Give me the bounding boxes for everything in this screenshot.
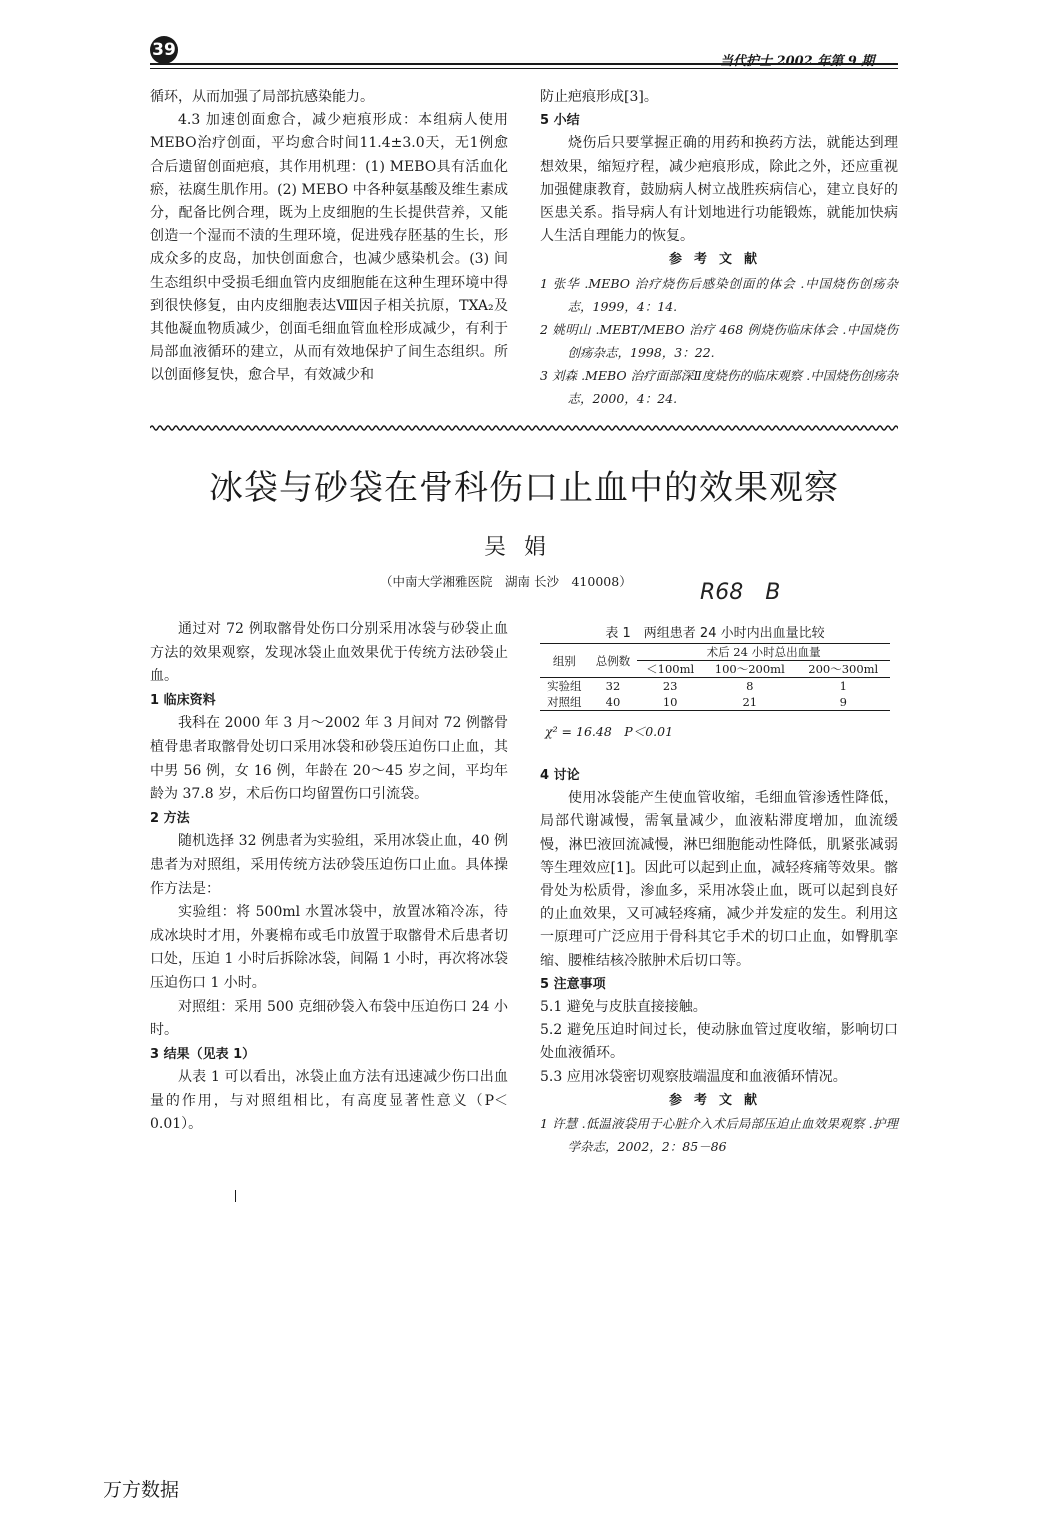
table-cell: 8 — [703, 678, 796, 695]
wanfang-watermark: 万方数据 — [103, 1479, 180, 1501]
table-subheader: ＜100ml — [646, 662, 695, 676]
section-4-heading: 4 讨论 — [540, 768, 580, 783]
header-rule-thin — [150, 68, 898, 69]
table-statistic: χ² = 16.48 P＜0.01 — [545, 724, 674, 739]
table-row — [540, 678, 890, 695]
bleeding-table — [540, 643, 890, 711]
handwritten-classification: R68 B — [700, 580, 781, 605]
article-author: 吴娟 — [483, 535, 564, 560]
section-5-3: 5.3 应用冰袋密切观察肢端温度和血液循环情况。 — [540, 1068, 847, 1085]
table-subheader: 200～300ml — [808, 662, 879, 676]
table-cell: 10 — [637, 694, 703, 711]
prev-reference-2: 2 姚明山 .MEBT/MEBO 治疗 468 例烧伤临床体会 .中国烧伤创疡杂志，1998，3：22. — [540, 321, 898, 360]
section-2-paragraph-3: 对照组：采用 500 克细砂袋入布袋中压迫伤口 24 小时。 — [150, 998, 508, 1039]
article-intro: 通过对 72 例取髂骨处伤口分别采用冰袋与砂袋止血方法的效果观察，发现冰袋止血效果优于传统方法砂袋止血。 — [150, 621, 508, 685]
section-4-text: 使用冰袋能产生使血管收缩，毛细血管渗透性降低，局部代谢减慢，需氧量减少，血液粘滞度增加，血流缓慢，淋巴液回流减慢，淋巴细胞能动性降低，肌紧张减弱等生理效应[1]。因此可以起到止血，减轻疼痛等效果。髂骨处为松质骨，渗血多，采用冰袋止血，既可以起到良好的止血效果，又可减轻疼痛，减少并发症的发生。利用这一原理可广泛应用于骨科其它手术的切口止血，如臀肌挛缩、腰椎结核冷脓肿术后切口等。 — [540, 790, 898, 969]
section-2-paragraph-2: 实验组：将 500ml 水置冰袋中，放置冰箱冷冻，待成冰块时才用，外裹棉布或毛巾放置于取髂骨术后患者切口处，压迫 1 小时后拆除冰袋，间隔 1 小时，再次将冰袋压迫伤口 1 小时。 — [150, 904, 508, 991]
section-3-heading: 3 结果（见表 1） — [150, 1046, 256, 1062]
article-title: 冰袋与砂袋在骨科伤口止血中的效果观察 — [209, 468, 839, 508]
section-5-2: 5.2 避免压迫时间过长，使动脉血管过度收缩，影响切口处血液循环。 — [540, 1022, 898, 1062]
header-rule — [150, 63, 898, 65]
prev-paragraph-1: 循环，从而加强了局部抗感染能力。 — [150, 89, 374, 105]
table-header-span: 术后 24 小时总出血量 — [637, 644, 890, 661]
prev-reference-1: 1 张华 .MEBO 治疗烧伤后感染创面的体会 .中国烧伤创疡杂志，1999，4：14. — [540, 275, 898, 314]
section-3-text: 从表 1 可以看出，冰袋止血方法有迅速减少伤口出血量的作用，与对照组相比，有高度显著性意义（P＜0.01）。 — [150, 1069, 508, 1133]
table-cell: 32 — [589, 678, 638, 695]
prev-reference-3: 3 刘森 .MEBO 治疗面部深Ⅱ度烧伤的临床观察 .中国烧伤创疡杂志，2000，4：24. — [540, 367, 898, 406]
prev-article-left-column — [150, 86, 508, 388]
prev-section-5-heading: 5 小结 — [540, 113, 580, 129]
table-header-group: 组别 — [540, 644, 589, 678]
section-2-heading: 2 方法 — [150, 810, 190, 826]
reference-1: 1 许慧 .低温液袋用于心脏介入术后局部压迫止血效果观察 .护理学杂志，2002，2：85－86 — [540, 1116, 898, 1155]
table-cell: 23 — [637, 678, 703, 695]
page-number: 39 — [150, 36, 178, 64]
wavy-separator — [150, 423, 898, 433]
table-cell: 9 — [797, 694, 891, 711]
table-row — [540, 694, 890, 711]
table-cell: 实验组 — [540, 678, 589, 695]
article-left-column — [150, 618, 508, 1137]
prev-paragraph-4-3: 4.3 加速创面愈合，减少疤痕形成：本组病人使用MEBO治疗创面，平均愈合时间11.4±3.0天，无1例愈合后遗留创面疤痕，其作用机理：(1) MEBO具有活血化瘀，祛腐生肌作用。(2) MEBO 中各种氨基酸及维生素成分，配备比例合理，既为上皮细胞的生长提供营养，又能创造一个湿而不渍的生理环境，促进残存胚基的生长，形成众多的皮岛，加快创面愈合，也减少感染机会。(3) 间生态组织中受损毛细血管内皮细胞能在这种生理环境中得到很快修复，由内皮细胞表达Ⅷ因子相关抗原，TXA₂及其他凝血物质减少，创面毛细血管血栓形成减少，有利于局部血液循环的建立，从而有效地保护了间生态组织。所以创面修复快，愈合早，有效减少和 — [150, 112, 508, 384]
table-title: 表 1 两组患者 24 小时内出血量比较 — [605, 626, 825, 641]
table-cell: 对照组 — [540, 694, 589, 711]
prev-right-continuation: 防止疤痕形成[3]。 — [540, 89, 658, 105]
table-header-total: 总例数 — [589, 644, 638, 678]
table-cell: 1 — [797, 678, 891, 695]
table-cell: 21 — [703, 694, 796, 711]
prev-section-5-text: 烧伤后只要掌握正确的用药和换药方法，就能达到理想效果，缩短疗程，减少疤痕形成，除此之外，还应重视加强健康教育，鼓励病人树立战胜疾病信心，建立良好的医患关系。指导病人有计划地进行功能锻炼，就能加快病人生活自理能力的恢复。 — [540, 135, 898, 245]
column-end-mark — [235, 1190, 236, 1202]
references-heading: 参考文献 — [668, 1092, 769, 1108]
article-right-column — [540, 764, 898, 1158]
section-2-paragraph-1: 随机选择 32 例患者为实验组，采用冰袋止血，40 例患者为对照组，采用传统方法砂袋压迫伤口止血。具体操作方法是： — [150, 833, 508, 897]
section-1-heading: 1 临床资料 — [150, 692, 216, 708]
journal-name: 当代护士 2002 年第 9 期 — [720, 54, 875, 69]
table-subheader: 100～200ml — [714, 662, 785, 676]
section-1-text: 我科在 2000 年 3 月～2002 年 3 月间对 72 例髂骨植骨患者取髂骨处切口采用冰袋和砂袋压迫伤口止血，其中男 56 例，女 16 例，年龄在 20～45 岁之间，平均年龄为 37.8 岁，术后伤口均留置伤口引流袋。 — [150, 715, 508, 803]
table-cell: 40 — [589, 694, 638, 711]
article-affiliation: （中南大学湘雅医院 湖南 长沙 410008） — [380, 574, 632, 589]
prev-references-heading: 参考文献 — [668, 252, 769, 268]
prev-article-right-column — [540, 86, 898, 410]
section-5-1: 5.1 避免与皮肤直接接触。 — [540, 999, 707, 1016]
section-5-heading: 5 注意事项 — [540, 976, 606, 992]
